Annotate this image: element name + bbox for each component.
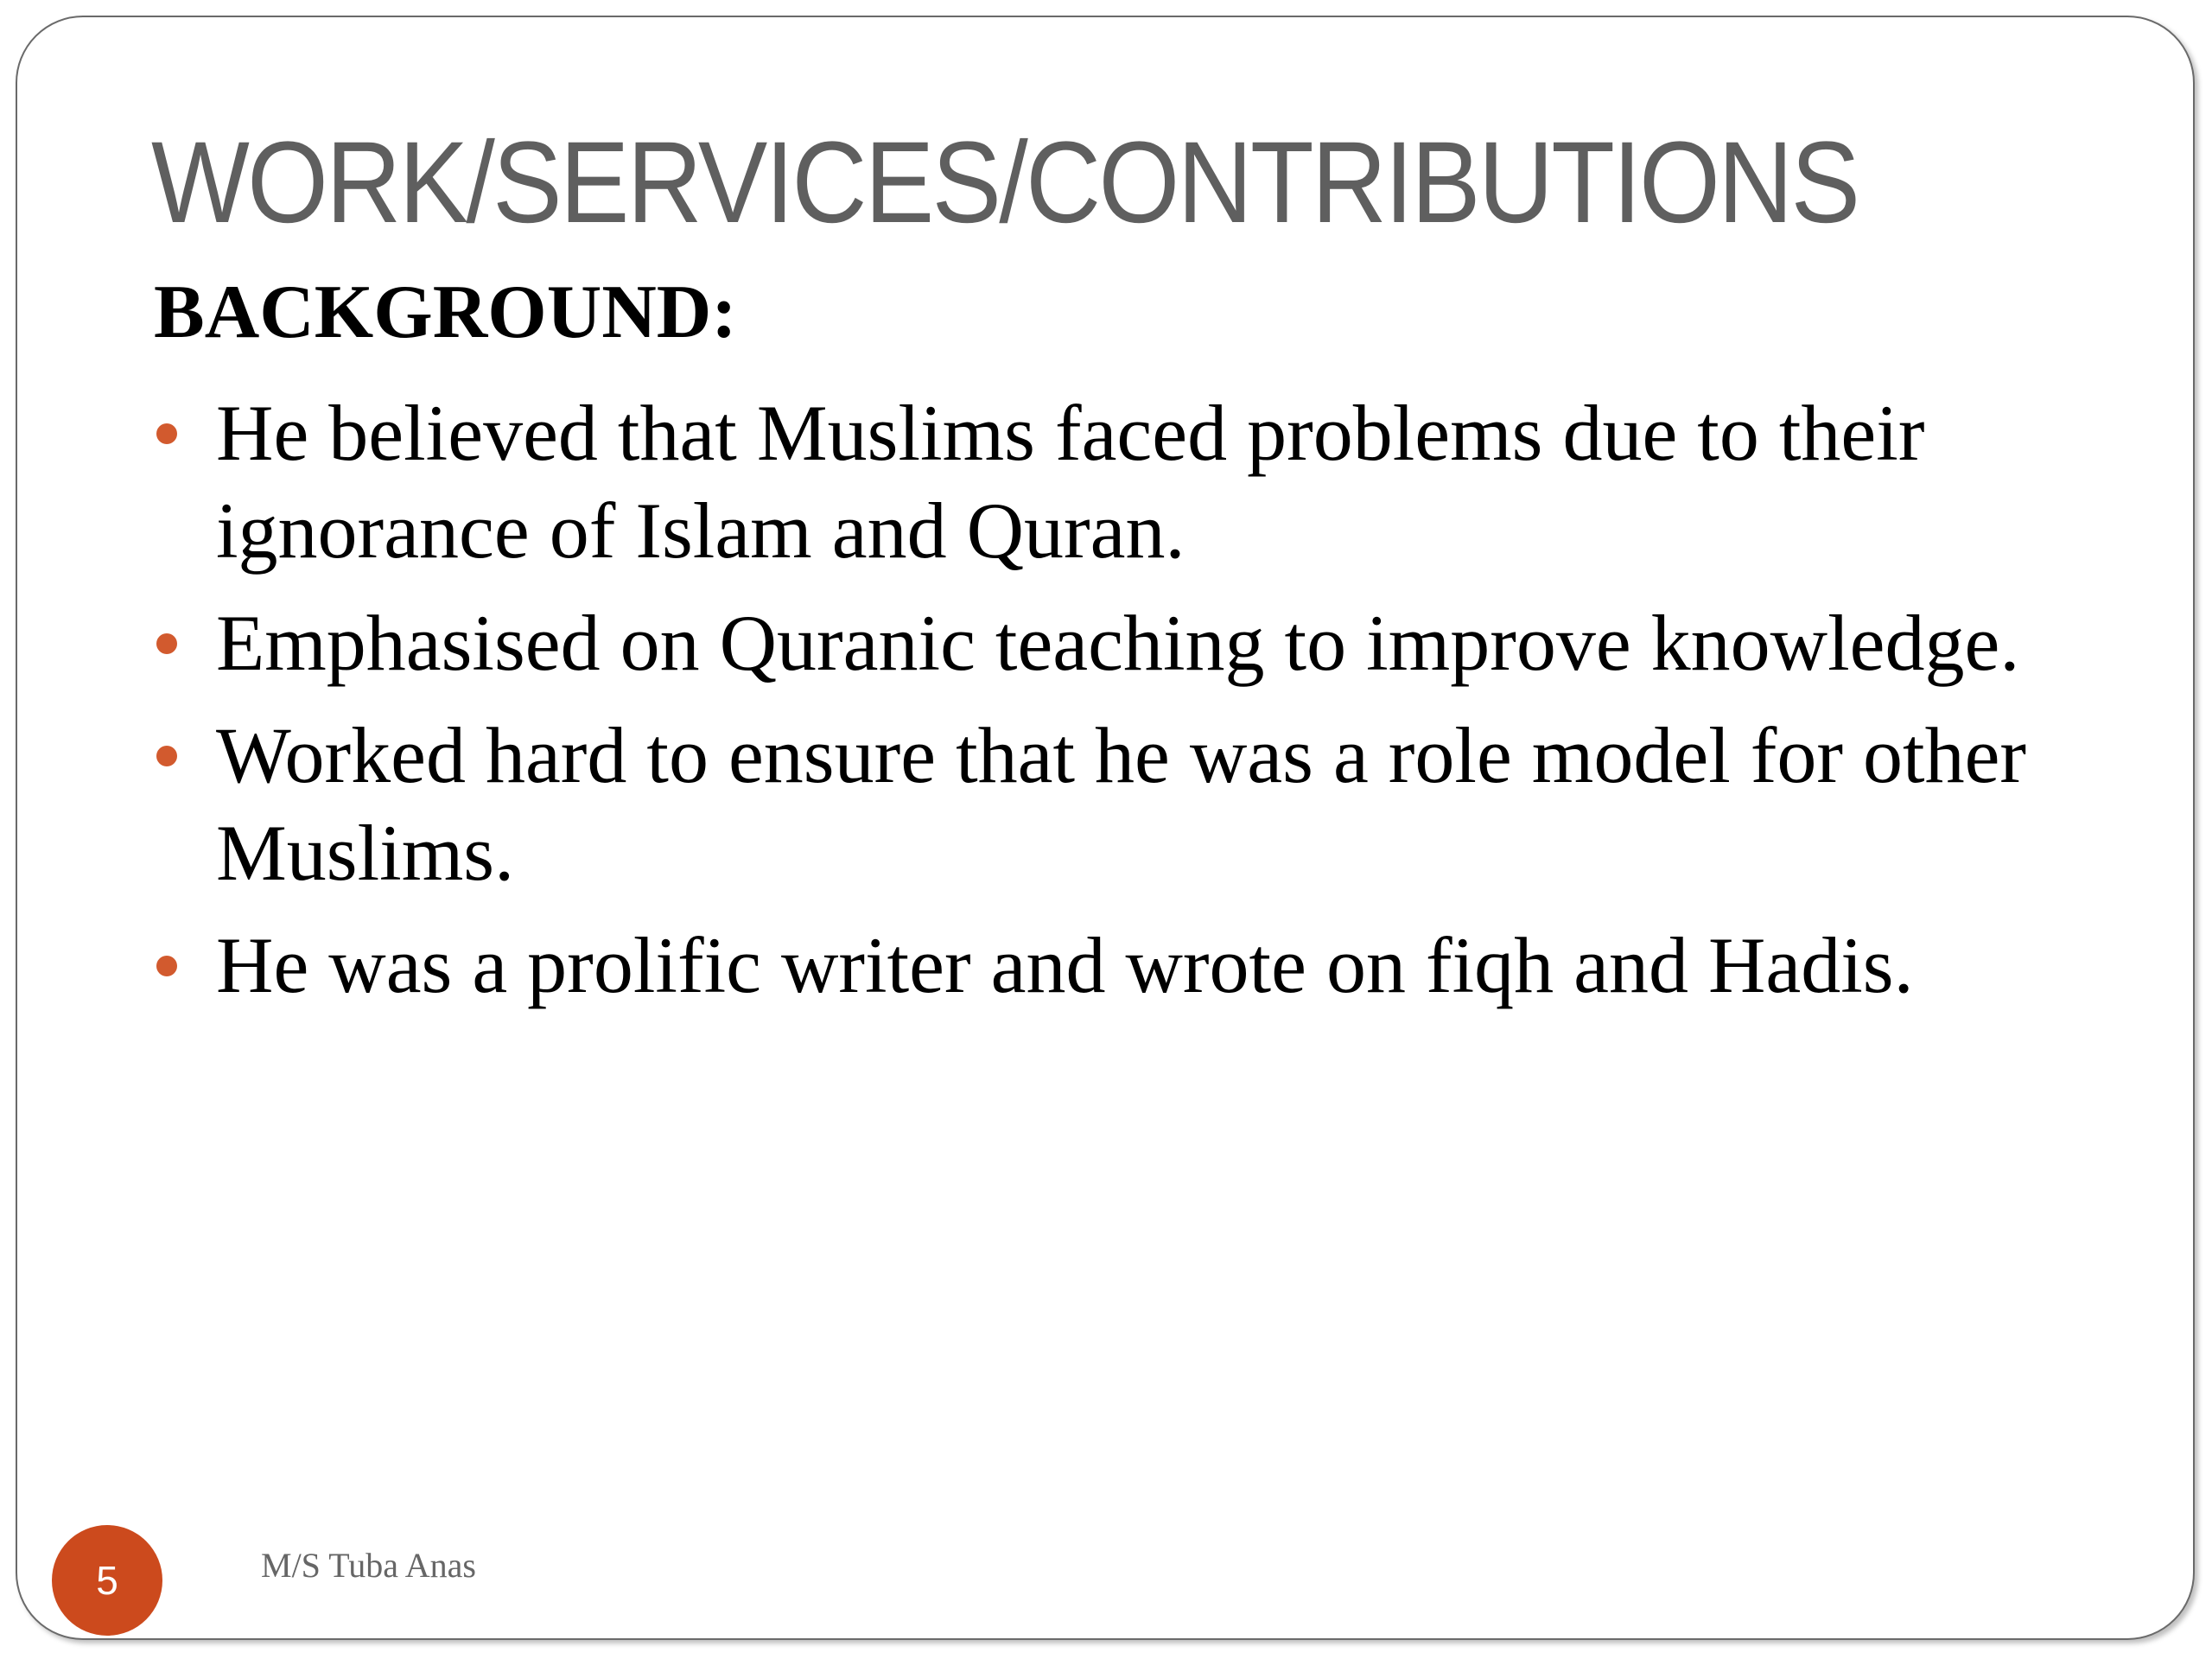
author-footer: M/S Tuba Anas: [261, 1546, 476, 1585]
bullet-item: [216, 385, 2143, 580]
bullet-text: He was a prolific writer and wrote on fiqh and Hadis.: [216, 921, 1914, 1009]
page-number-badge: 5: [52, 1525, 162, 1636]
slide: [16, 16, 2195, 1640]
bullet-icon: [156, 956, 177, 976]
bullet-item: [216, 594, 2143, 692]
slide-title: WORK/SERVICES/CONTRIBUTIONS: [151, 118, 1859, 247]
bullet-item: [216, 707, 2143, 902]
bullet-list: [216, 385, 2143, 1029]
bullet-item: [216, 917, 2143, 1014]
section-heading: BACKGROUND:: [154, 270, 737, 354]
bullet-icon: [156, 633, 177, 654]
bullet-text: Emphasised on Quranic teaching to improve knowledge.: [216, 599, 2020, 687]
bullet-icon: [156, 746, 177, 766]
bullet-text: Worked hard to ensure that he was a role model for other Muslims.: [216, 711, 2027, 897]
bullet-icon: [156, 423, 177, 444]
bullet-text: He believed that Muslims faced problems due to their ignorance of Islam and Quran.: [216, 389, 1925, 575]
